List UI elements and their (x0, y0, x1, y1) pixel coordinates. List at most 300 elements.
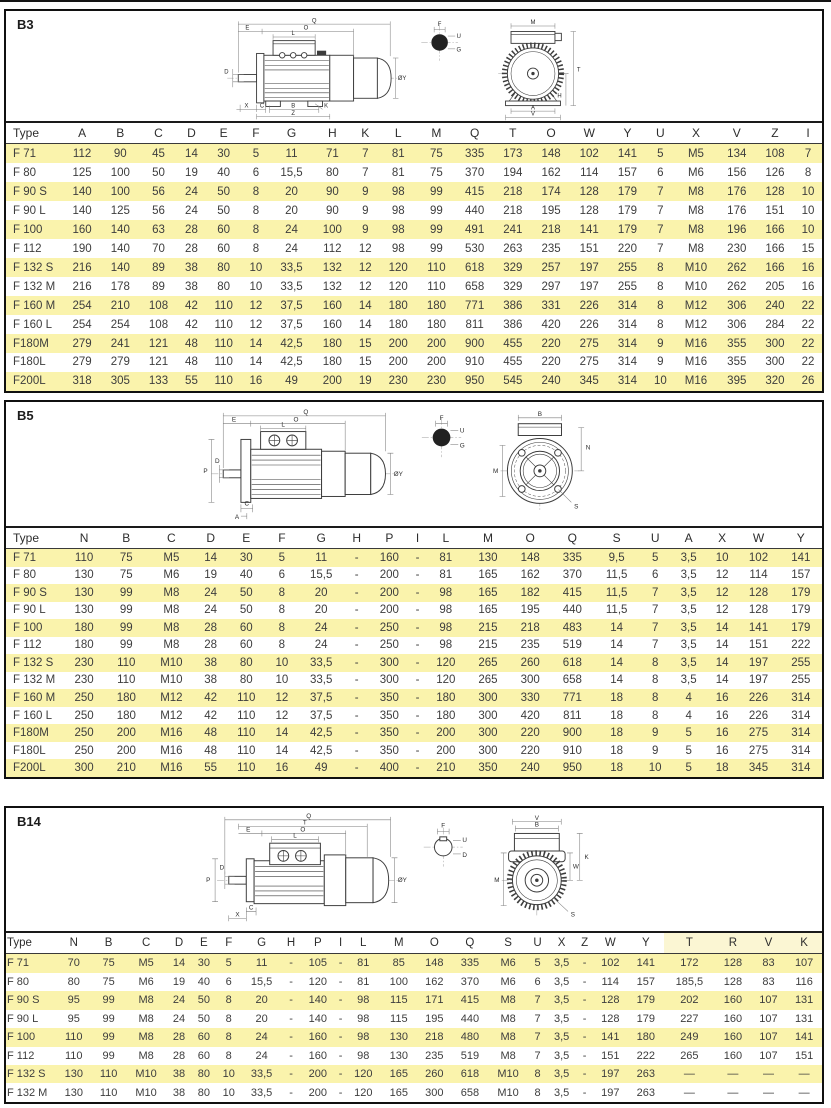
dimension-cell: 279 (63, 334, 101, 353)
dimension-cell: 180 (105, 707, 147, 725)
dim-label: L (291, 31, 295, 38)
dimension-cell: 370 (456, 163, 494, 182)
dimension-cell: 314 (780, 707, 822, 725)
dimension-cell: 335 (456, 144, 494, 164)
dimension-cell: 60 (226, 619, 267, 637)
dimension-cell: 128 (715, 973, 751, 991)
dimension-cell: 195 (509, 602, 551, 620)
dimension-cell: 222 (628, 1047, 664, 1065)
dimension-cell: 910 (456, 353, 494, 372)
b14-dimension-table (6, 931, 822, 1102)
dimension-cell: 180 (425, 707, 467, 725)
dimension-cell: 160 (313, 315, 351, 334)
dimension-cell: 83 (751, 954, 787, 973)
dimension-cell: 81 (345, 973, 381, 991)
b5-technical-drawing (194, 406, 634, 524)
column-header: Y (623, 126, 632, 140)
dimension-cell: 350 (368, 689, 410, 707)
dimension-cell: M8 (674, 239, 717, 258)
dimension-cell: 108 (756, 144, 794, 164)
dimension-cell: 38 (195, 672, 226, 690)
dimension-cell: 314 (608, 353, 646, 372)
dimension-cell: 180 (105, 689, 147, 707)
dimension-cell: 200 (300, 1083, 336, 1102)
dimension-cell: 9 (640, 724, 671, 742)
dimension-cell: 18 (593, 689, 639, 707)
dimension-cell: 10 (794, 201, 822, 220)
table-row (6, 973, 822, 991)
column-header: G (257, 937, 267, 949)
dimension-cell: 121 (139, 334, 177, 353)
dimension-cell: 130 (56, 1065, 92, 1083)
dimension-cell: 179 (628, 991, 664, 1009)
dim-label: D (224, 69, 229, 76)
dimension-cell: 128 (593, 991, 629, 1009)
column-header: P (385, 531, 394, 545)
dimension-cell: — (715, 1083, 751, 1102)
dimension-cell: 16 (794, 277, 822, 296)
b14-technical-drawing (194, 812, 634, 929)
dimension-cell: 8 (794, 163, 822, 182)
dimension-cell: 10 (242, 258, 270, 277)
dimension-cell: 8 (216, 1028, 241, 1046)
dimension-cell: 80 (191, 1083, 216, 1102)
section-title-b5: B5 (17, 408, 34, 423)
table-row (6, 991, 822, 1009)
dimension-cell: 151 (570, 239, 608, 258)
dimension-cell: 355 (718, 334, 756, 353)
dimension-cell: 240 (532, 372, 570, 391)
dimension-cell: 771 (456, 296, 494, 315)
header-row (6, 527, 822, 549)
type-cell: F 100 (6, 619, 63, 637)
dimension-cell: 99 (92, 1047, 126, 1065)
section-b3 (4, 9, 824, 393)
section-b14 (4, 806, 824, 1104)
dimension-cell: - (410, 584, 424, 602)
table-row (6, 584, 822, 602)
dimension-cell: 260 (417, 1065, 453, 1083)
dimension-cell: 28 (195, 637, 226, 655)
dimension-cell: 218 (532, 220, 570, 239)
dimension-cell: 314 (608, 296, 646, 315)
dimension-cell: 180 (63, 637, 105, 655)
dimension-cell: 132 (313, 277, 351, 296)
dimension-cell: 99 (105, 619, 147, 637)
dimension-cell: 120 (425, 654, 467, 672)
dimension-cell: 7 (640, 637, 671, 655)
dimension-cell: 190 (63, 239, 101, 258)
dim-label: S (570, 911, 576, 919)
column-header: E (219, 126, 228, 140)
dimension-cell: M8 (674, 220, 717, 239)
dimension-cell: 42 (195, 707, 226, 725)
dimension-cell: 12 (707, 567, 738, 585)
dimension-cell: 241 (494, 220, 532, 239)
dimension-cell: 89 (139, 277, 177, 296)
dimension-cell: 110 (105, 672, 147, 690)
dimension-cell: 200 (368, 584, 410, 602)
dimension-cell: - (410, 689, 424, 707)
dimension-cell: 141 (593, 1028, 629, 1046)
dimension-cell: 658 (456, 277, 494, 296)
dimension-cell: 38 (195, 654, 226, 672)
dimension-cell: 300 (467, 707, 509, 725)
column-header: W (583, 126, 595, 140)
dimension-cell: 7 (640, 584, 671, 602)
type-cell: F 160 M (6, 689, 63, 707)
column-header: Type (13, 126, 40, 140)
column-header: L (442, 531, 450, 545)
dimension-cell: 166 (756, 239, 794, 258)
dimension-cell: 8 (529, 1065, 547, 1083)
dimension-cell: 176 (718, 182, 756, 201)
dimension-cell: 8 (640, 707, 671, 725)
dimension-cell: 218 (417, 1028, 453, 1046)
dimension-cell: 194 (494, 163, 532, 182)
dimension-cell: 8 (267, 602, 298, 620)
type-cell: F 160 M (6, 296, 63, 315)
dimension-cell: 263 (494, 239, 532, 258)
b5-end-view (493, 411, 591, 510)
dimension-cell: 22 (794, 353, 822, 372)
dimension-cell: 24 (195, 584, 226, 602)
dimension-cell: 3,5 (670, 654, 706, 672)
column-header: H (286, 937, 296, 949)
column-header: X (691, 126, 700, 140)
dimension-cell: 160 (300, 1028, 336, 1046)
dimension-cell: 226 (570, 296, 608, 315)
dimension-cell: 240 (509, 759, 551, 777)
dimension-cell: 5 (267, 549, 298, 567)
dimension-cell: 318 (63, 372, 101, 391)
dimension-cell: 110 (56, 1047, 92, 1065)
dimension-cell: 110 (226, 689, 267, 707)
table-row (6, 182, 822, 201)
dimension-cell: 200 (300, 1065, 336, 1083)
dimension-cell: M8 (674, 182, 717, 201)
dimension-cell: 179 (780, 619, 822, 637)
dim-label: K (324, 103, 329, 110)
dimension-cell: 210 (425, 759, 467, 777)
dimension-cell: 98 (379, 201, 417, 220)
dimension-cell: 4 (670, 689, 706, 707)
dimension-cell: - (345, 584, 368, 602)
dimension-cell: 33,5 (270, 258, 313, 277)
dimension-cell: 370 (452, 973, 488, 991)
dimension-cell: 300 (509, 672, 551, 690)
b14-end-view (494, 815, 589, 919)
dimension-cell: 14 (351, 296, 379, 315)
dimension-cell: 24 (270, 239, 313, 258)
dimension-cell: 24 (297, 637, 345, 655)
dimension-cell: 16 (267, 759, 298, 777)
dimension-cell: 300 (756, 334, 794, 353)
dimension-cell: 5 (529, 954, 547, 973)
dimension-cell: 200 (379, 353, 417, 372)
dimension-cell: 99 (105, 602, 147, 620)
dimension-cell: 455 (494, 334, 532, 353)
b5-drawing-area (6, 402, 822, 526)
dim-label: H (557, 93, 562, 100)
dimension-cell: 5 (242, 144, 270, 164)
dimension-cell: 350 (368, 707, 410, 725)
column-header: L (394, 126, 402, 140)
dimension-cell: 16 (242, 372, 270, 391)
dimension-cell: — (786, 1083, 822, 1102)
dimension-cell: - (336, 973, 346, 991)
dimension-cell: 120 (345, 1065, 381, 1083)
dimension-cell: 306 (718, 296, 756, 315)
dimension-cell: - (282, 1010, 300, 1028)
dimension-cell: 618 (551, 654, 593, 672)
dimension-cell: 300 (368, 654, 410, 672)
dimension-cell: 262 (718, 258, 756, 277)
dimension-cell: 81 (345, 954, 381, 973)
dimension-cell: 151 (593, 1047, 629, 1065)
dimension-cell: 180 (379, 315, 417, 334)
dimension-cell: 38 (167, 1065, 192, 1083)
dimension-cell: 350 (467, 759, 509, 777)
dimension-cell: 230 (379, 372, 417, 391)
header-row (6, 932, 822, 954)
dimension-cell: 275 (737, 724, 779, 742)
dimension-cell: - (345, 549, 368, 567)
dimension-cell: 440 (551, 602, 593, 620)
dimension-cell: 6 (242, 163, 270, 182)
dimension-cell: 14 (242, 334, 270, 353)
type-cell: F 160 L (6, 315, 63, 334)
dimension-cell: 81 (425, 567, 467, 585)
dimension-cell: 265 (664, 1047, 716, 1065)
dimension-cell: - (577, 991, 593, 1009)
table-row (6, 220, 822, 239)
dimension-cell: 3,5 (670, 584, 706, 602)
dimension-cell: M6 (488, 954, 529, 973)
dimension-cell: 120 (379, 277, 417, 296)
dim-label: G (459, 442, 465, 450)
dimension-cell: 811 (551, 707, 593, 725)
dimension-cell: 300 (368, 672, 410, 690)
column-header: O (525, 531, 535, 545)
dimension-cell: 179 (780, 602, 822, 620)
dimension-cell: 19 (167, 973, 192, 991)
dimension-cell: - (282, 973, 300, 991)
dimension-cell: 80 (191, 1065, 216, 1083)
dimension-cell: 300 (417, 1083, 453, 1102)
dimension-cell: 197 (570, 277, 608, 296)
dimension-cell: 197 (737, 672, 779, 690)
dim-label: V (530, 111, 535, 118)
dimension-cell: 355 (718, 353, 756, 372)
column-header: F (225, 937, 233, 949)
dimension-cell: 235 (509, 637, 551, 655)
dimension-cell: - (410, 672, 424, 690)
dimension-cell: 200 (105, 724, 147, 742)
column-header: A (78, 126, 87, 140)
dimension-cell: 37,5 (270, 315, 313, 334)
dimension-cell: M5 (147, 549, 195, 567)
dimension-cell: 140 (63, 182, 101, 201)
column-header: Q (567, 531, 578, 545)
dimension-cell: - (282, 1065, 300, 1083)
table-row (6, 315, 822, 334)
dimension-cell: 10 (242, 277, 270, 296)
dimension-cell: 16 (707, 689, 738, 707)
dimension-cell: M8 (126, 991, 167, 1009)
dimension-cell: M10 (126, 1065, 167, 1083)
dimension-cell: 140 (101, 220, 139, 239)
dimension-cell: 180 (313, 353, 351, 372)
dimension-cell: 160 (313, 296, 351, 315)
dimension-cell: 99 (417, 182, 455, 201)
dimension-cell: 140 (300, 991, 336, 1009)
dimension-cell: 100 (381, 973, 417, 991)
dim-label: Q (303, 408, 309, 416)
b14-shaft-key-detail (424, 823, 468, 867)
dimension-cell: - (345, 602, 368, 620)
dimension-cell: 275 (737, 742, 779, 760)
dim-label: D (219, 864, 225, 872)
dimension-cell: - (410, 567, 424, 585)
column-header: W (752, 531, 765, 545)
dimension-cell: 530 (456, 239, 494, 258)
dimension-cell: 99 (417, 201, 455, 220)
dimension-cell: 40 (205, 163, 242, 182)
column-header: D (206, 531, 215, 545)
dim-label: M (492, 467, 499, 475)
dim-label: V (534, 814, 539, 822)
dimension-cell: 116 (786, 973, 822, 991)
dimension-cell: 20 (241, 1010, 282, 1028)
dimension-cell: 38 (167, 1083, 192, 1102)
dimension-cell: 3,5 (547, 954, 577, 973)
column-header: U (533, 937, 542, 949)
dim-label: A (234, 514, 240, 522)
dimension-cell: 5 (670, 759, 706, 777)
dimension-cell: 50 (191, 1010, 216, 1028)
dimension-cell: 345 (737, 759, 779, 777)
table-row (6, 201, 822, 220)
dimension-cell: M8 (488, 1010, 529, 1028)
dimension-cell: 306 (718, 315, 756, 334)
table-row (6, 742, 822, 760)
dimension-cell: 24 (195, 602, 226, 620)
column-header: L (360, 937, 367, 949)
dimension-cell: 148 (417, 954, 453, 973)
dimension-cell: 60 (191, 1047, 216, 1065)
dimension-cell: 5 (670, 742, 706, 760)
column-header: S (504, 937, 512, 949)
dimension-cell: - (282, 954, 300, 973)
dimension-cell: 7 (647, 239, 675, 258)
dimension-cell: 7 (640, 602, 671, 620)
dimension-cell: M10 (674, 277, 717, 296)
dimension-cell: 102 (737, 549, 779, 567)
table-row (6, 689, 822, 707)
dimension-cell: 227 (664, 1010, 716, 1028)
dimension-cell: 222 (780, 637, 822, 655)
dim-label: U (459, 427, 465, 435)
dimension-cell: 9 (647, 334, 675, 353)
dimension-cell: 216 (63, 277, 101, 296)
dimension-cell: 7 (640, 619, 671, 637)
dimension-cell: M5 (674, 144, 717, 164)
dimension-cell: 235 (532, 239, 570, 258)
dimension-cell: M16 (674, 372, 717, 391)
column-header: U (650, 531, 660, 545)
dimension-cell: 10 (216, 1065, 241, 1083)
table-row (6, 334, 822, 353)
dimension-cell: 3,5 (547, 1065, 577, 1083)
dimension-cell: 179 (780, 584, 822, 602)
dimension-cell: 250 (63, 689, 105, 707)
dimension-cell: 24 (167, 1010, 192, 1028)
dimension-cell: 42,5 (270, 353, 313, 372)
dimension-cell: 11 (270, 144, 313, 164)
dimension-cell: M10 (488, 1065, 529, 1083)
dimension-cell: 42 (195, 689, 226, 707)
dim-label: L (293, 832, 297, 840)
table-row (6, 567, 822, 585)
dimension-cell: 11,5 (593, 567, 639, 585)
dimension-cell: - (577, 1047, 593, 1065)
dimension-cell: 300 (756, 353, 794, 372)
dimension-cell: 126 (756, 163, 794, 182)
dimension-cell: - (345, 689, 368, 707)
dim-label: E (231, 416, 237, 424)
dimension-cell: 98 (345, 1047, 381, 1065)
dimension-cell: 370 (551, 567, 593, 585)
dimension-cell: 11,5 (593, 602, 639, 620)
column-header: I (415, 531, 420, 545)
dimension-cell: 11,5 (593, 584, 639, 602)
dimension-cell: 141 (780, 549, 822, 567)
dimension-cell: 8 (647, 296, 675, 315)
type-cell: F 90 S (6, 584, 63, 602)
type-cell: F 90 L (6, 201, 63, 220)
type-cell: F 80 (6, 567, 63, 585)
column-header: A (684, 531, 693, 545)
dimension-cell: 98 (379, 239, 417, 258)
dimension-cell: 519 (551, 637, 593, 655)
column-header: O (546, 126, 556, 140)
dimension-cell: 7 (351, 163, 379, 182)
dimension-cell: 75 (105, 549, 147, 567)
dimension-cell: 3,5 (547, 1028, 577, 1046)
dim-label: G (456, 47, 462, 54)
dimension-cell: 900 (551, 724, 593, 742)
dimension-cell: - (410, 724, 424, 742)
dimension-cell: 8 (216, 991, 241, 1009)
dimension-cell: 12 (351, 277, 379, 296)
dimension-cell: 491 (456, 220, 494, 239)
dimension-cell: M12 (147, 689, 195, 707)
dimension-cell: 10 (640, 759, 671, 777)
dimension-cell: - (345, 567, 368, 585)
dimension-cell: 8 (647, 258, 675, 277)
dimension-cell: 49 (270, 372, 313, 391)
dimension-cell: 210 (105, 759, 147, 777)
dimension-cell: 42 (178, 315, 206, 334)
dimension-cell: 250 (368, 637, 410, 655)
column-header: M (394, 937, 404, 949)
dimension-cell: 12 (242, 315, 270, 334)
table-row (6, 372, 822, 391)
table-row (6, 672, 822, 690)
dimension-cell: M8 (674, 201, 717, 220)
dim-label: U (456, 33, 461, 40)
